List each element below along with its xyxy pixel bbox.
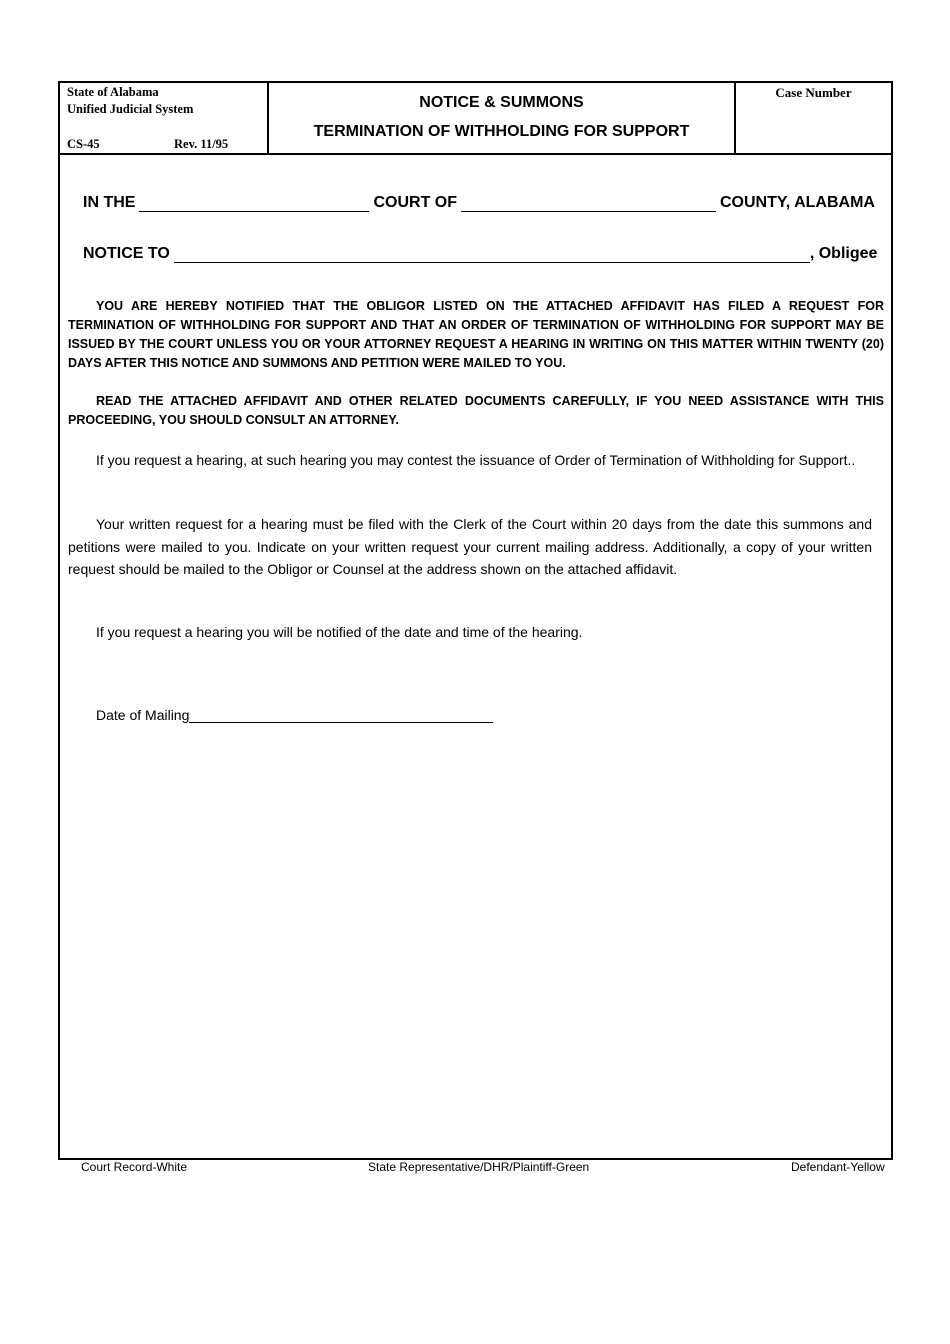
issuer-block [60,83,269,153]
form-subtitle: TERMINATION OF WITHHOLDING FOR SUPPORT [313,123,690,140]
form-frame [58,81,893,1160]
form-revision: Rev. 11/95 [174,137,229,151]
date-of-mailing-field[interactable] [189,708,493,723]
form-header [60,83,891,155]
notice-paragraph: YOU ARE HEREBY NOTIFIED THAT THE OBLIGOR LISTED ON THE ATTACHED AFFIDAVIT HAS FILED A REQUEST FOR TERMINATION OF WITHHOLDING FOR SUPPORT AND THAT AN ORDER OF TERMINATION OF WITHHOLDING FOR SUPPORT MAY BE ISSUED BY THE COURT UNLESS YOU OR YOUR ATTORNEY REQUEST A HEARING IN WRITING ON THIS MATTER WITHIN TWENTY (20) DAYS AFTER THIS NOTICE AND SUMMONS AND PETITION WERE MAILED TO YOU. [68,299,884,370]
case-number-box[interactable] [736,83,891,153]
notified-paragraph: If you request a hearing you will be notified of the date and time of the hearing. [96,624,583,640]
read-affidavit-paragraph: READ THE ATTACHED AFFIDAVIT AND OTHER RELATED DOCUMENTS CAREFULLY, IF YOU NEED ASSISTANCE WITH THIS PROCEEDING, YOU SHOULD CONSULT AN ATTORNEY. [68,394,884,427]
judicial-system-name: Unified Judicial System [67,102,194,116]
form-title: NOTICE & SUMMONS [419,94,584,111]
date-of-mailing-label: Date of Mailing [96,707,190,723]
case-number-label: Case Number [775,85,852,100]
in-the-label: IN THE [83,194,136,211]
obligee-name-field[interactable] [174,248,810,263]
form-number: CS-45 [67,137,100,151]
county-name-field[interactable] [461,197,716,212]
title-block [269,83,736,153]
written-request-paragraph: Your written request for a hearing must be filed with the Clerk of the Court within 20 days from the date this summons and petitions were mailed to you. Indicate on your written request your current mailing address. Additionally, a copy of your written request should be mailed to the Obligor or Counsel at the address shown on the attached affidavit. [68,516,872,577]
county-alabama-label: COUNTY, ALABAMA [720,194,875,211]
state-name: State of Alabama [67,85,159,99]
hearing-paragraph: If you request a hearing, at such hearing you may contest the issuance of Order of Termination of Withholding for Support.. [96,452,856,468]
date-of-mailing-line [96,707,493,723]
obligee-label: , Obligee [809,245,878,262]
footer-copy-state: State Representative/DHR/Plaintiff-Green [368,1160,590,1174]
court-name-field[interactable] [139,197,369,212]
notice-to-label: NOTICE TO [83,245,170,262]
notice-to-line [83,245,883,263]
footer-copy-defendant: Defendant-Yellow [791,1160,885,1174]
court-line [83,194,883,212]
footer-copy-court: Court Record-White [81,1160,188,1174]
court-of-label: COURT OF [373,194,457,211]
